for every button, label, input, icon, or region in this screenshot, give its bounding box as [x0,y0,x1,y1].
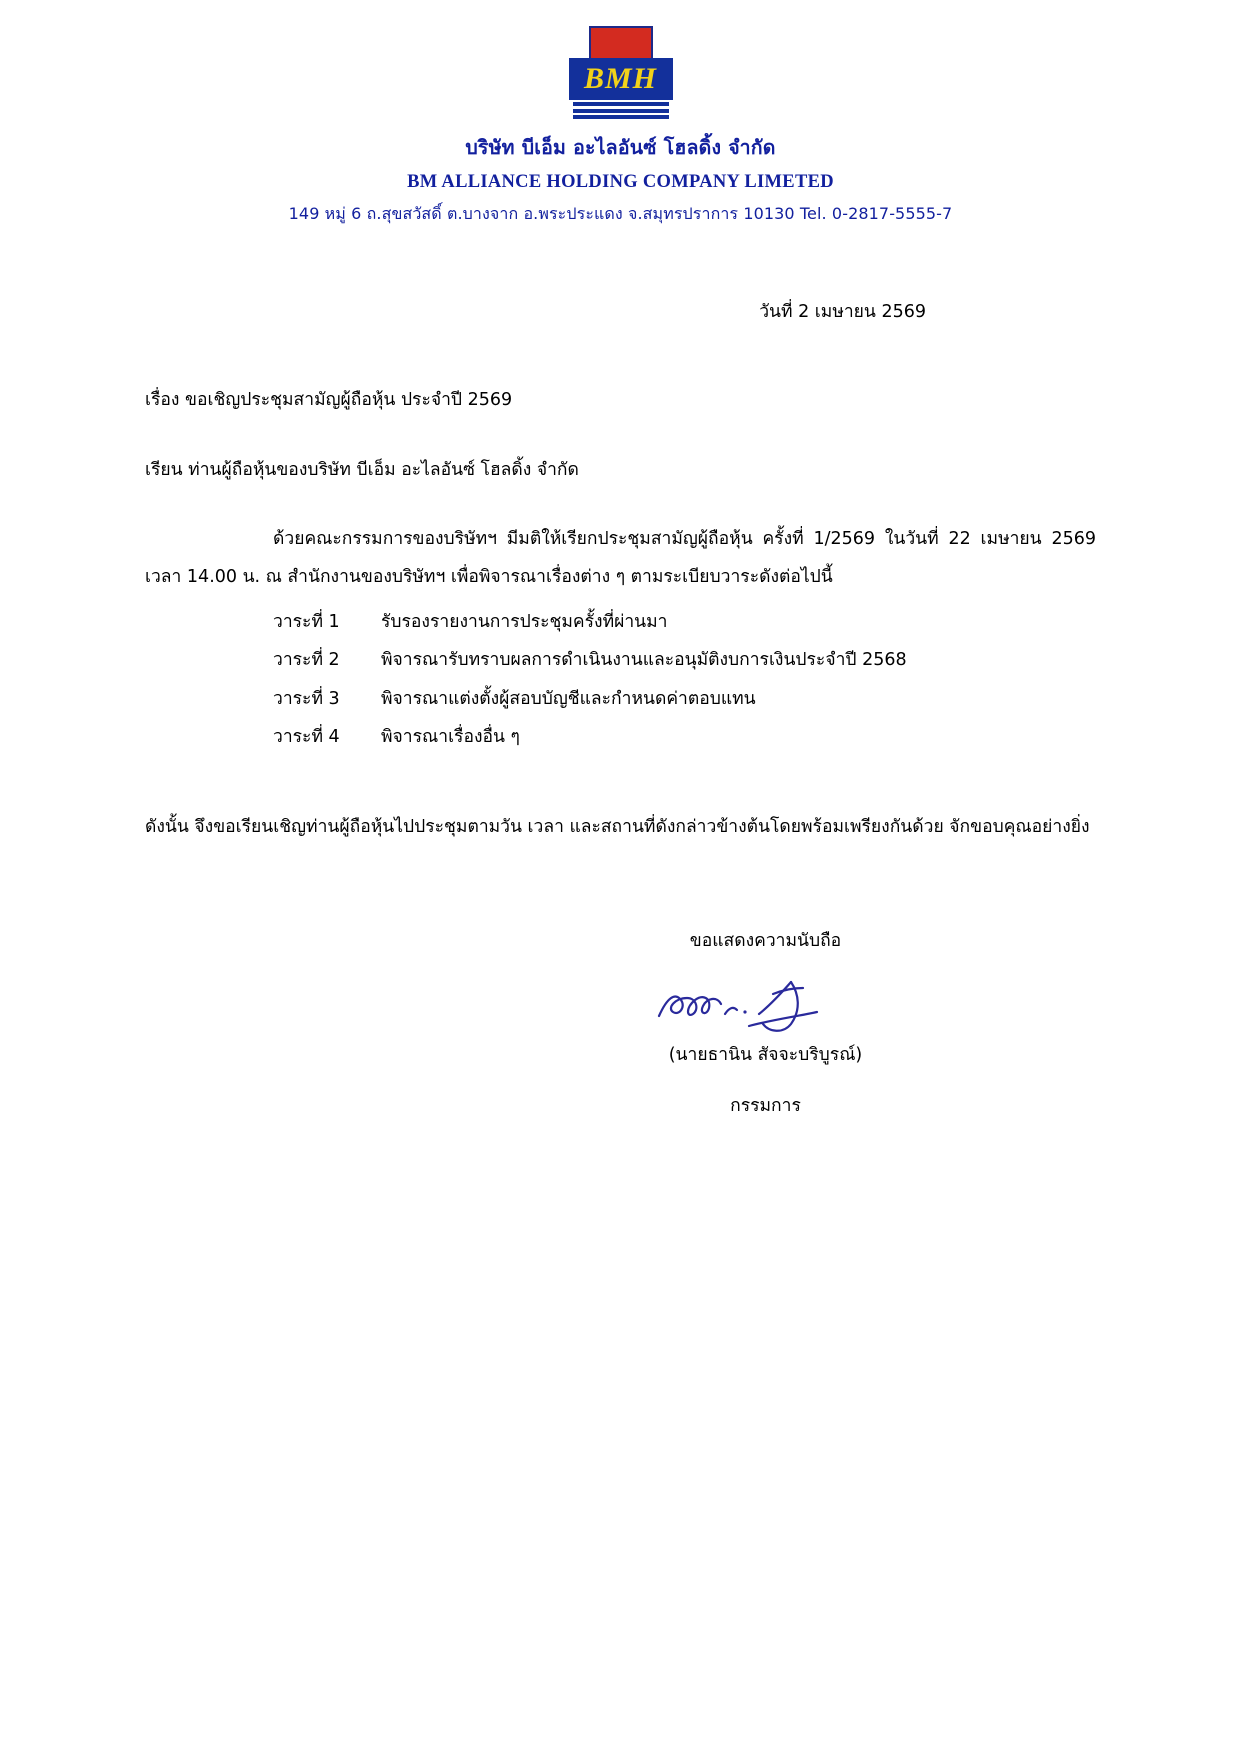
letter-body [145,295,1096,1123]
letter-subject: เรื่อง ขอเชิญประชุมสามัญผู้ถือหุ้น ประจำปี 2569 [145,390,513,411]
signature-name: (นายธานิน สัจจะบริบูรณ์) [668,1045,863,1066]
company-name-english: BM ALLIANCE HOLDING COMPANY LIMETED [407,172,834,192]
company-address: 149 หมู่ 6 ถ.สุขสวัสดิ์ ต.บางจาก อ.พระประแดง จ.สมุทรปราการ 10130 Tel. 0-2817-5555-7 [288,204,953,223]
letterhead [145,0,1096,227]
signature-image [435,958,1096,1036]
logo-stripe-1 [573,102,669,106]
agenda-number: วาระที่ 4 [273,727,340,748]
letter-attention: เรียน ท่านผู้ถือหุ้นของบริษัท บีเอ็ม อะไลอันซ์ โฮลดิ้ง จำกัด [145,460,579,481]
letter-closing-paragraph [145,809,1096,847]
logo-stripe-3 [573,115,669,119]
agenda-text: พิจารณาแต่งตั้งผู้สอบบัญชีและกำหนดค่าตอบแทน [381,688,756,709]
letter-intro-paragraph [145,521,1096,596]
agenda-text: พิจารณาเรื่องอื่น ๆ [381,727,520,748]
company-name-thai: บริษัท บีเอ็ม อะไลอันซ์ โฮลดิ้ง จำกัด [465,136,776,159]
bmh-logo-icon [569,26,673,118]
agenda-text: รับรองรายงานการประชุมครั้งที่ผ่านมา [381,611,668,632]
agenda-number: วาระที่ 2 [273,650,340,671]
agenda-item [145,603,1096,642]
agenda-list [145,603,1096,757]
agenda-number: วาระที่ 1 [273,611,340,632]
logo-red-block [589,26,653,60]
closing-text: ดังนั้น จึงขอเรียนเชิญท่านผู้ถือหุ้นไปประชุมตามวัน เวลา และสถานที่ดังกล่าวข้างต้นโดยพร้อมเพรียงกันด้วย จักขอบคุณอย่างยิ่ง [145,816,1090,837]
agenda-number: วาระที่ 3 [273,688,340,709]
agenda-item [145,641,1096,680]
agenda-text: พิจารณารับทราบผลการดำเนินงานและอนุมัติงบการเงินประจำปี 2568 [381,650,907,671]
agenda-item [145,680,1096,719]
signature-title: กรรมการ [730,1095,801,1116]
logo-text: BMH [583,62,658,95]
signature-regards: ขอแสดงความนับถือ [689,931,842,952]
logo-stripe-2 [573,109,669,113]
agenda-item [145,718,1096,757]
signature-block [145,924,1096,1122]
company-logo [145,26,1096,118]
letter-date: วันที่ 2 เมษายน 2569 [759,302,926,322]
intro-text: ด้วยคณะกรรมการของบริษัทฯ มีมติให้เรียกประชุมสามัญผู้ถือหุ้น ครั้งที่ 1/2569 ในวันที่ 22 เมษายน 2569 เวลา 14.00 น. ณ สำนักงานของบริษัทฯ เพื่อพิจารณาเรื่องต่าง ๆ ตามระเบียบวาระดังต่อไปนี้ [145,529,1096,587]
